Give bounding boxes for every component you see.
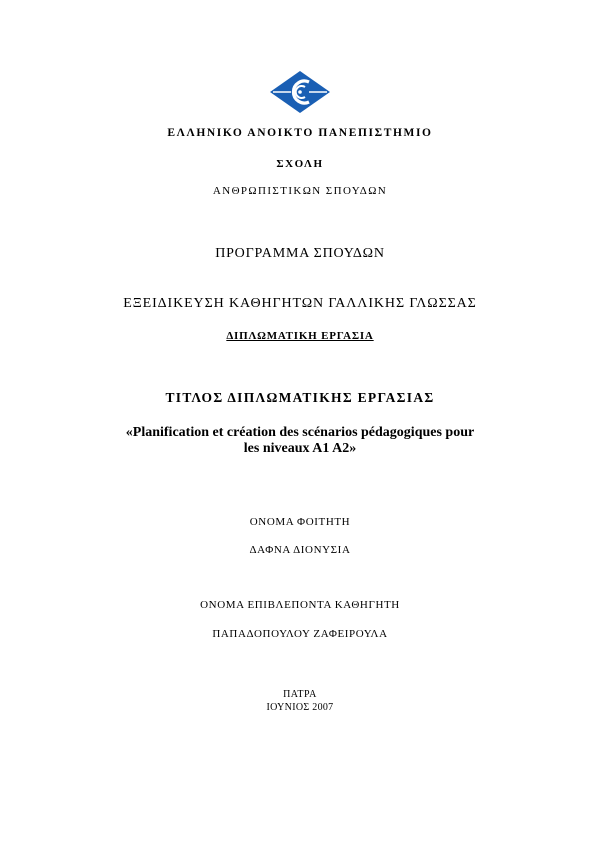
program-label: ΠΡΟΓΡΑΜΜΑ ΣΠΟΥΔΩΝ: [215, 246, 385, 261]
city: ΠΑΤΡΑ: [283, 689, 317, 700]
document-type: ΔΙΠΛΩΜΑΤΙΚΗ ΕΡΓΑΣΙΑ: [226, 330, 374, 342]
school-label: ΣΧΟΛΗ: [276, 158, 324, 170]
department-name: ΑΝΘΡΩΠΙΣΤΙΚΩΝ ΣΠΟΥΔΩΝ: [212, 185, 388, 197]
university-name: ΕΛΛΗΝΙΚΟ ΑΝΟΙΚΤΟ ΠΑΝΕΠΙΣΤΗΜΙΟ: [167, 127, 433, 139]
specialization-name: ΕΞΕΙΔΙΚΕΥΣΗ ΚΑΘΗΓΗΤΩΝ ΓΑΛΛΙΚΗΣ ΓΛΩΣΣΑΣ: [123, 296, 477, 311]
thesis-title-label: ΤΙΤΛΟΣ ΔΙΠΛΩΜΑΤΙΚΗΣ ΕΡΓΑΣΙΑΣ: [165, 390, 435, 405]
student-name: ΔΑΦΝΑ ΔΙΟΝΥΣΙΑ: [249, 544, 351, 556]
thesis-title-line-1: «Planification et création des scénarios pédagogiques pour: [125, 425, 475, 440]
supervisor-label: ΟΝΟΜΑ ΕΠΙΒΛΕΠΟΝΤΑ ΚΑΘΗΓΗΤΗ: [200, 599, 400, 611]
student-label: ΟΝΟΜΑ ΦΟΙΤΗΤΗ: [249, 516, 351, 528]
university-logo-icon: [269, 70, 331, 114]
thesis-title-line-2: les niveaux A1 A2»: [243, 441, 357, 456]
supervisor-name: ΠΑΠΑΔΟΠΟΥΛΟΥ ΖΑΦΕΙΡΟΥΛΑ: [212, 628, 388, 640]
date: ΙΟΥΝΙΟΣ 2007: [266, 702, 334, 713]
